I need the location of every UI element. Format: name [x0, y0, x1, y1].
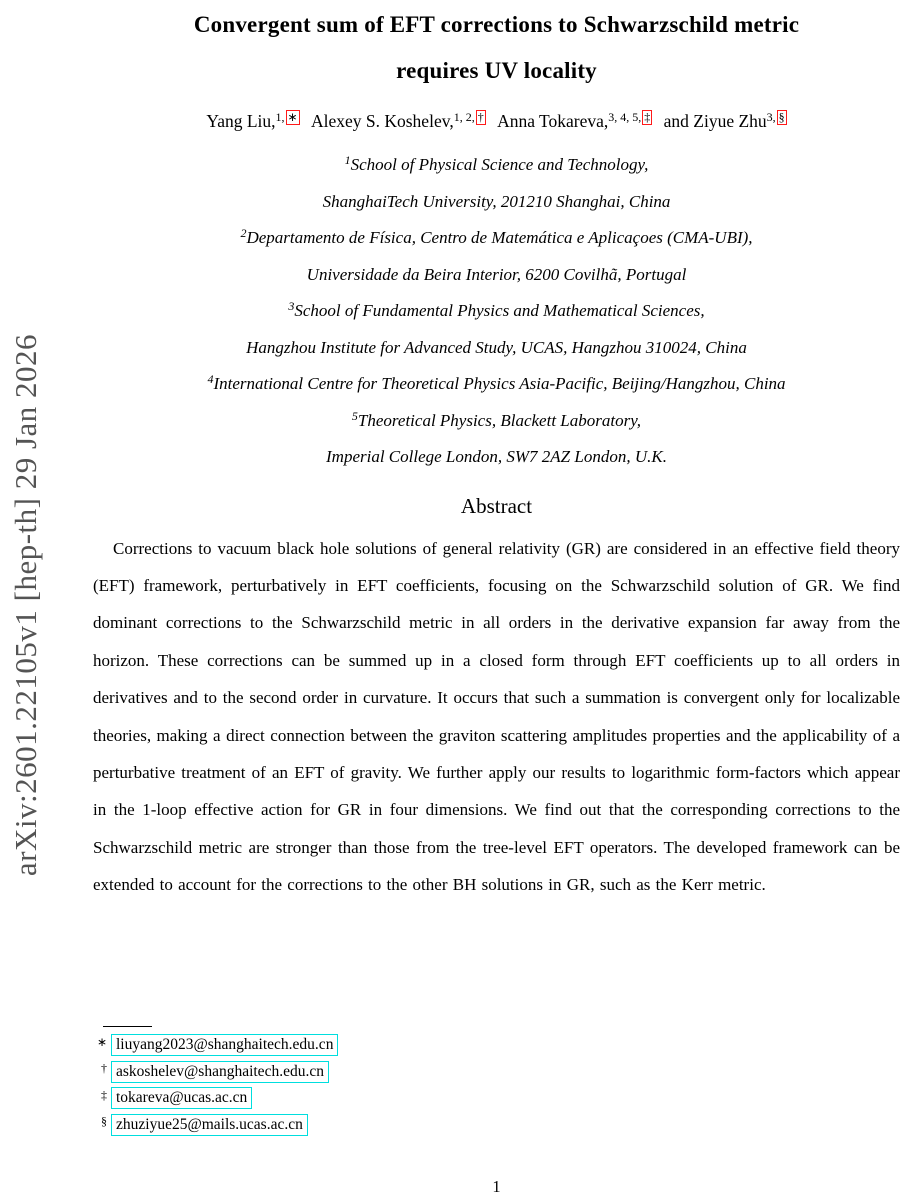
footnote-email-link[interactable]: askoshelev@shanghaitech.edu.cn: [111, 1061, 329, 1083]
arxiv-watermark: arXiv:2601.22105v1 [hep-th] 29 Jan 2026: [8, 333, 43, 877]
author-superscript: [767, 110, 787, 124]
footnote-item: [93, 1061, 593, 1083]
footnote-rule: [103, 1026, 152, 1027]
abstract-text: Corrections to vacuum black hole solutions of general relativity (GR) are considered in an effective field theory (EFT) framework, perturbatively in EFT coefficients, focusing on the Schwarzschild solution of GR. We find dominant corrections to the Schwarzschild metric in all orders in the derivative expansion far away from the horizon. These corrections can be summed up in a closed form through EFT coefficients up to all orders in derivatives and to the second order in curvature. It occurs that such a summation is convergent only for localizable theories, making a direct connection between the graviton scattering amplitudes properties and the applicability of a perturbative treatment of an EFT of gravity. We further apply our results to logarithmic form-factors which appear in the 1-loop effective action for GR in four dimensions. We find out that the corresponding corrections to the Schwarzschild metric are stronger than those from the tree-level EFT operators. The developed framework can be extended to account for the corrections to the other BH solutions in GR, such as the Kerr metric.: [93, 538, 900, 895]
footnote-mark: ‡: [101, 1087, 107, 1102]
affiliation-line: [93, 439, 900, 476]
author-footnote-mark-link[interactable]: ‡: [644, 110, 651, 124]
author-affiliation-numbers: 3,: [766, 110, 776, 124]
author: [497, 111, 652, 131]
affiliation-text: Theoretical Physics, Blackett Laboratory,: [357, 410, 642, 430]
affiliation-sup: 1: [344, 153, 351, 167]
affiliation-text: Hangzhou Institute for Advanced Study, UCAS, Hangzhou 310024, China: [246, 337, 747, 357]
paper-title-line1: Convergent sum of EFT corrections to Schwarzschild metric: [193, 12, 800, 37]
affiliation-block: [93, 147, 900, 476]
author-superscript: [608, 110, 652, 124]
affiliation-line: [93, 330, 900, 367]
footnote-item: [93, 1034, 593, 1056]
affiliation-line: [93, 147, 900, 184]
author-superscript: [276, 110, 300, 124]
author: [664, 111, 787, 131]
affiliation-sup: 5: [351, 408, 358, 423]
affiliation-text: ShanghaiTech University, 201210 Shanghai, China: [322, 191, 671, 211]
author-footnote-mark-link[interactable]: †: [477, 110, 484, 124]
affiliation-text: School of Physical Science and Technology,: [350, 155, 649, 174]
affiliation-text: Departamento de Física, Centro de Matemática e Aplicaçoes (CMA-UBI),: [246, 228, 753, 247]
affiliation-sup: 3: [288, 299, 295, 313]
footnote-block: [93, 1026, 593, 1140]
author-line: [93, 108, 900, 135]
abstract-heading: Abstract: [460, 493, 533, 518]
author-superscript: [454, 110, 486, 124]
author-affiliation-numbers: 1, 2,: [453, 110, 475, 124]
affiliation-text: International Centre for Theoretical Physics Asia-Pacific, Beijing/Hangzhou, China: [213, 374, 786, 393]
paper-page: [93, 0, 900, 904]
footnote-mark: ∗: [96, 1034, 107, 1049]
affiliation-line: [93, 257, 900, 294]
affiliation-text: School of Fundamental Physics and Mathematical Sciences,: [294, 301, 705, 320]
affiliation-sup: 2: [240, 226, 247, 240]
author-footnote-mark-link[interactable]: ∗: [287, 110, 298, 124]
affiliation-text: Imperial College London, SW7 2AZ London, U.K.: [326, 447, 667, 466]
author-affiliation-numbers: 3, 4, 5,: [608, 110, 642, 124]
footnote-mark: §: [101, 1114, 107, 1128]
author: [206, 111, 299, 131]
affiliation-line: [93, 366, 900, 403]
paper-title: [93, 2, 900, 94]
author: [311, 111, 486, 131]
footnote-email-link[interactable]: liuyang2023@shanghaitech.edu.cn: [111, 1034, 338, 1056]
author-footnote-mark-link[interactable]: §: [778, 110, 785, 124]
affiliation-text: Universidade da Beira Interior, 6200 Covilhã, Portugal: [306, 264, 687, 284]
affiliation-sup: 4: [207, 372, 214, 386]
paper-title-line2: requires UV locality: [396, 58, 597, 83]
footnote-item: [93, 1087, 593, 1109]
page-number: 1: [492, 1177, 501, 1196]
author-affiliation-numbers: 1,: [275, 110, 285, 124]
footnote-email-link[interactable]: tokareva@ucas.ac.cn: [111, 1087, 252, 1109]
affiliation-line: [93, 293, 900, 330]
footnote-email-link[interactable]: zhuziyue25@mails.ucas.ac.cn: [111, 1114, 308, 1136]
author-name: Alexey S. Koshelev,: [310, 111, 454, 131]
footnote-mark: †: [101, 1061, 107, 1075]
affiliation-line: [93, 184, 900, 221]
footnote-item: [93, 1114, 593, 1136]
affiliation-line: [93, 220, 900, 257]
author-name: Anna Tokareva,: [497, 111, 609, 131]
affiliation-line: [93, 403, 900, 440]
author-name: and Ziyue Zhu: [663, 111, 767, 131]
author-name: Yang Liu,: [206, 111, 276, 131]
